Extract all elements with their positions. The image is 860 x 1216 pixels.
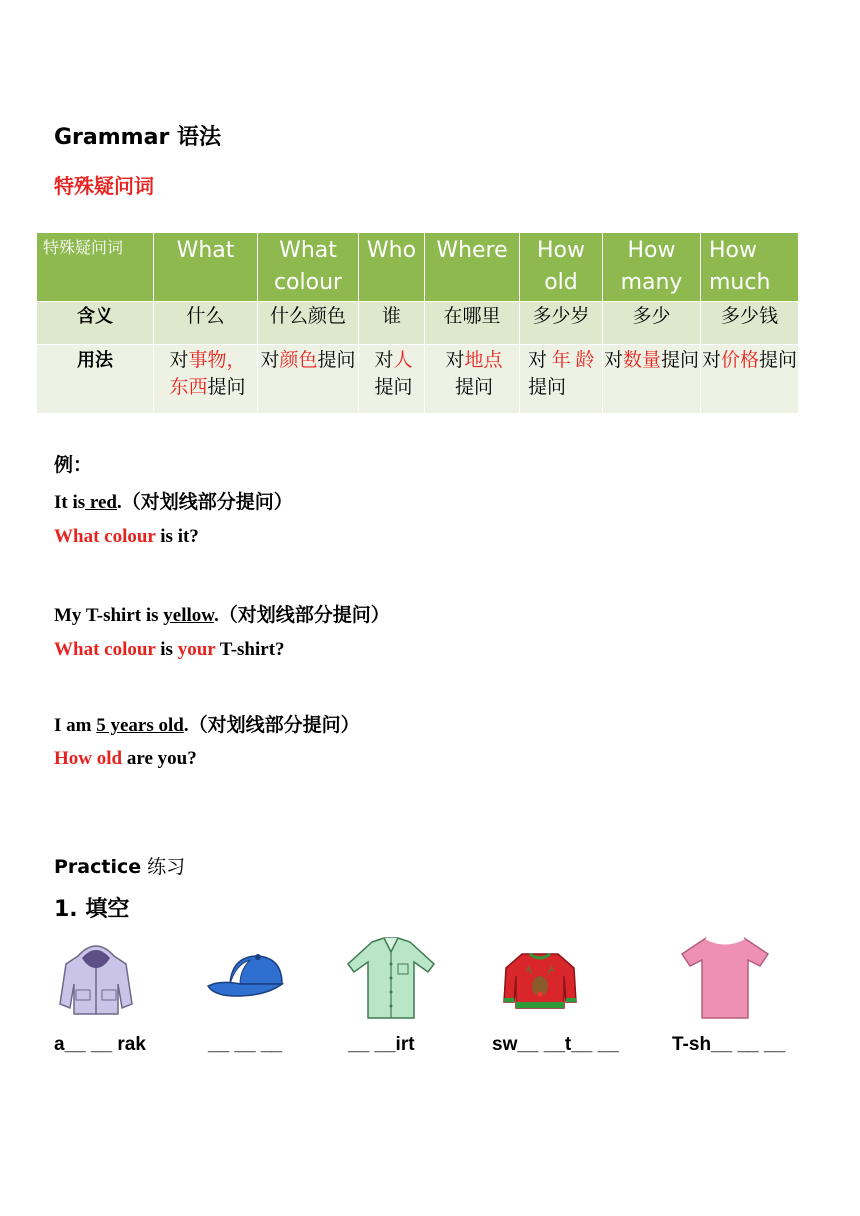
example-label: 例： xyxy=(54,455,93,476)
column-header: How old xyxy=(520,233,603,302)
practice-heading: Practice 练习 xyxy=(54,856,186,878)
cap-picture xyxy=(206,950,286,1004)
table-cell: 多少岁 xyxy=(520,302,603,345)
table-row-meaning xyxy=(37,302,799,345)
column-header: What colour xyxy=(258,233,359,302)
table-cell: 多少钱 xyxy=(701,302,799,345)
blank-item-4: sw__ __t__ __ xyxy=(492,1034,619,1055)
table-header-row xyxy=(37,233,799,302)
table-cell: 在哪里 xyxy=(425,302,520,345)
row-label: 用法 xyxy=(37,345,154,414)
section-subtitle: 特殊疑问词 xyxy=(54,174,154,198)
table-cell: 对事物，东西提问 xyxy=(154,345,258,414)
table-cell: 谁 xyxy=(359,302,425,345)
table-cell: 多少 xyxy=(603,302,701,345)
column-header: Who xyxy=(359,233,425,302)
example-sentence-2: My T-shirt is yellow.（对划线部分提问） xyxy=(54,605,390,626)
column-header: What xyxy=(154,233,258,302)
blank-item-2: __ __ __ xyxy=(208,1034,282,1055)
table-cell: 对人提问 xyxy=(359,345,425,414)
table-cell: 什么 xyxy=(154,302,258,345)
table-corner-cell: 特殊疑问词 xyxy=(37,233,154,302)
example-answer-3: How old are you? xyxy=(54,748,197,769)
sweater-picture xyxy=(500,950,580,1010)
t-shirt-picture xyxy=(680,934,770,1020)
table-cell: 对价格提问 xyxy=(701,345,799,414)
blank-item-1: a__ __ rak xyxy=(54,1034,146,1055)
table-cell: 对数量提问 xyxy=(603,345,701,414)
table-cell: 对 年 龄提问 xyxy=(520,345,603,414)
example-sentence-1: It is red.（对划线部分提问） xyxy=(54,492,293,513)
column-header: Where xyxy=(425,233,520,302)
column-header: How much xyxy=(701,233,799,302)
table-row-usage xyxy=(37,345,799,414)
table-cell: 对地点提问 xyxy=(425,345,520,414)
page-title: Grammar 语法 xyxy=(54,125,221,150)
blank-item-5: T-sh__ __ __ xyxy=(672,1034,786,1055)
exercise-title: 1. 填空 xyxy=(54,897,130,922)
shirt-picture xyxy=(344,934,438,1020)
row-label: 含义 xyxy=(37,302,154,345)
blank-item-3: __ __irt xyxy=(348,1034,415,1055)
table-cell: 对颜色提问 xyxy=(258,345,359,414)
example-answer-2: What colour is your T-shirt? xyxy=(54,639,285,660)
example-answer-1: What colour is it? xyxy=(54,526,199,547)
hoodie-jacket-picture xyxy=(56,934,136,1018)
column-header: How many xyxy=(603,233,701,302)
question-words-table xyxy=(36,232,799,414)
example-sentence-3: I am 5 years old.（对划线部分提问） xyxy=(54,715,360,736)
table-cell: 什么颜色 xyxy=(258,302,359,345)
